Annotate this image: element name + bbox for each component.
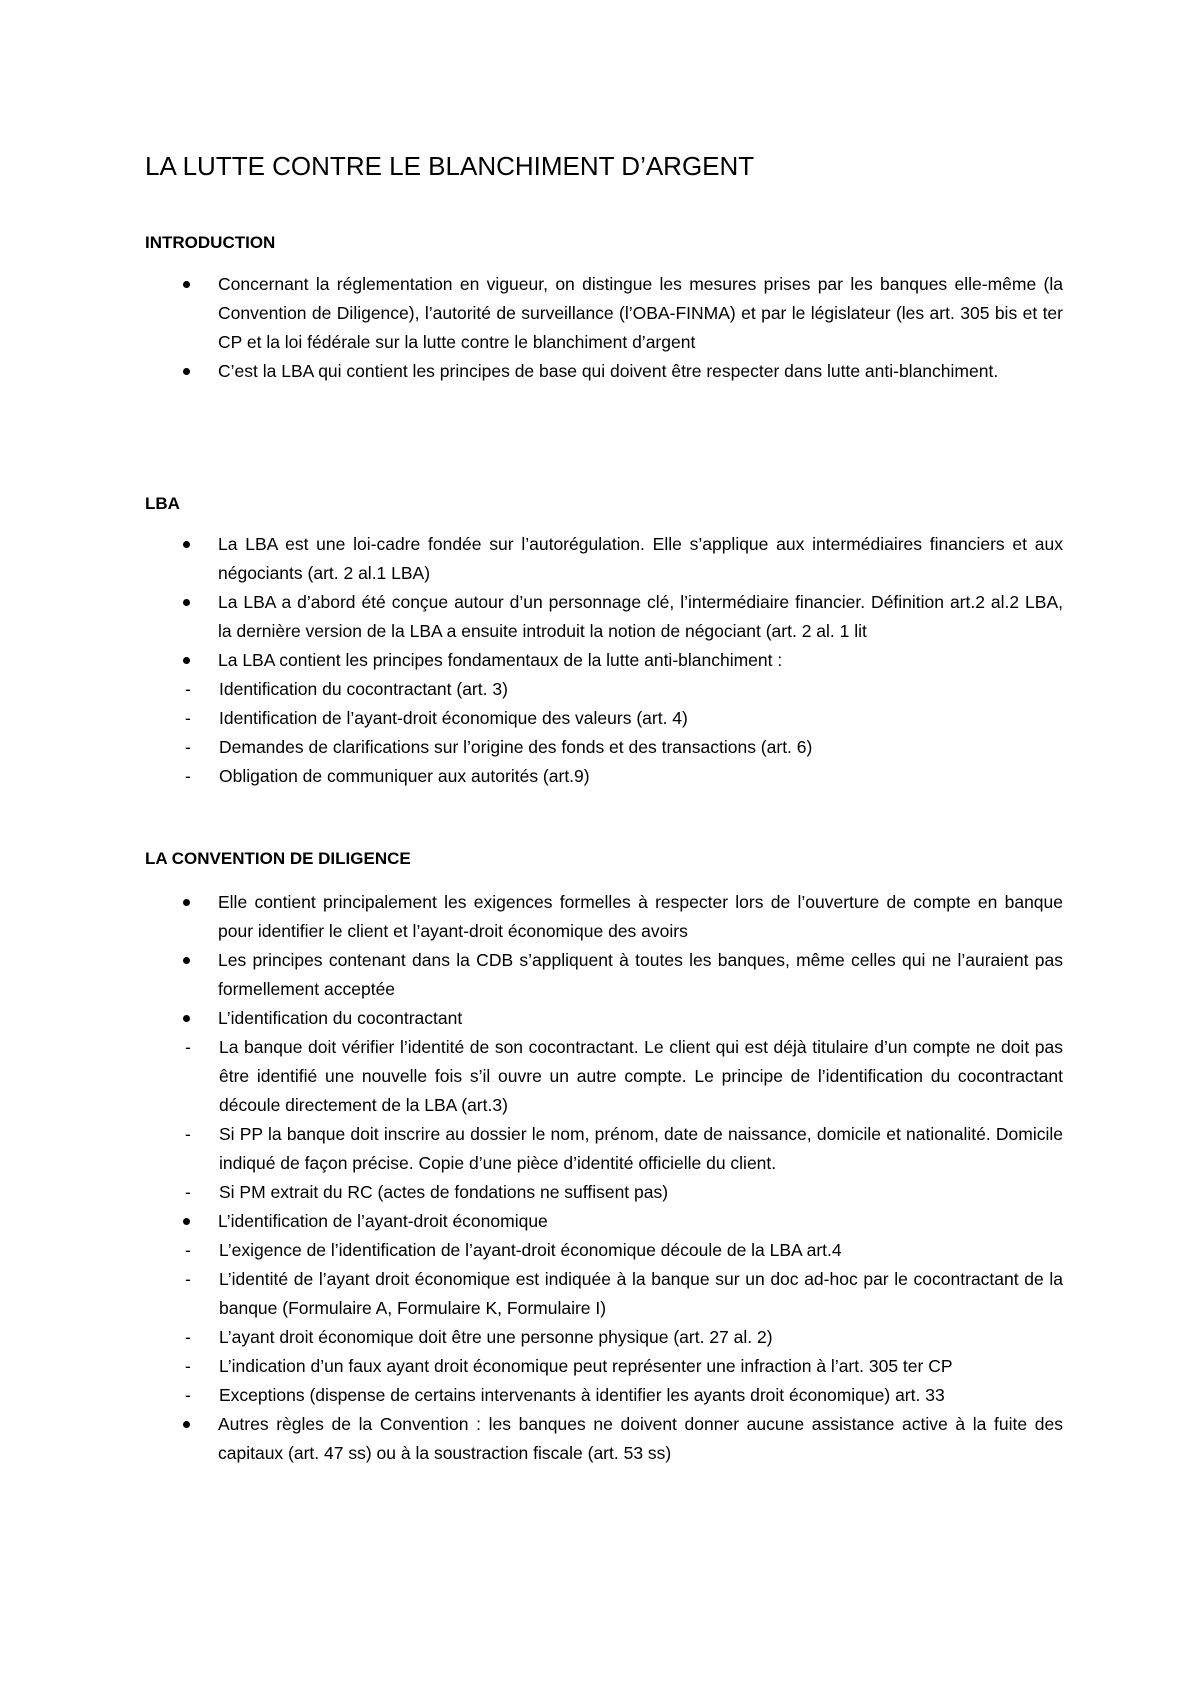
sub-list-item: - Identification du cocontractant (art. 3) — [112, 675, 1063, 704]
sub-list-item: - Si PP la banque doit inscrire au dossier le nom, prénom, date de naissance, domicile et nationalité. Domicile indiqué de façon précise. Copie d’une pièce d’identité officielle du client. — [112, 1120, 1063, 1178]
bullet-icon — [183, 899, 190, 906]
section-heading-convention: LA CONVENTION DE DILIGENCE — [145, 849, 411, 868]
dash-marker: - — [185, 737, 191, 757]
list-item: L’identification de l’ayant-droit économique — [145, 1207, 1063, 1236]
list-item: La LBA a d’abord été conçue autour d’un personnage clé, l’intermédiaire financier. Définition art.2 al.2 LBA, la dernière version de la LBA a ensuite introduit la notion de négociant (art. 2 al. 1 lit — [145, 588, 1063, 646]
sub-list-item: - Si PM extrait du RC (actes de fondations ne suffisent pas) — [112, 1178, 1063, 1207]
bullet-icon — [183, 1218, 190, 1225]
bullet-icon — [183, 957, 190, 964]
list-item: L’identification du cocontractant — [145, 1004, 1063, 1033]
list-item: Concernant la réglementation en vigueur, on distingue les mesures prises par les banques elle-même (la Convention de Diligence), l’autorité de surveillance (l’OBA-FINMA) et par le législateur (les art. 305 bis et ter CP et la loi fédérale sur la lutte contre le blanchiment d’argent — [145, 270, 1063, 357]
dash-marker: - — [185, 1124, 191, 1144]
sub-list-item: - L’indication d’un faux ayant droit économique peut représenter une infraction à l’art. 305 ter CP — [112, 1352, 1063, 1381]
section-heading-introduction: INTRODUCTION — [145, 233, 276, 252]
sub-list-item: - L’identité de l’ayant droit économique est indiquée à la banque sur un doc ad-hoc par le cocontractant de la banque (Formulaire A, Formulaire K, Formulaire I) — [112, 1265, 1063, 1323]
sub-list-item: - L’ayant droit économique doit être une personne physique (art. 27 al. 2) — [112, 1323, 1063, 1352]
sub-list-item: - La banque doit vérifier l’identité de son cocontractant. Le client qui est déjà titulaire d’un compte ne doit pas être identifié une nouvelle fois s’il ouvre un autre compte. Le principe de l’identification du cocontractant découle directement de la LBA (art.3) — [112, 1033, 1063, 1120]
sub-list-item: - L’exigence de l’identification de l’ayant-droit économique découle de la LBA art.4 — [112, 1236, 1063, 1265]
sub-list-item: - Identification de l’ayant-droit économique des valeurs (art. 4) — [112, 704, 1063, 733]
list-item: La LBA contient les principes fondamentaux de la lutte anti-blanchiment : — [145, 646, 1063, 675]
dash-marker: - — [185, 1182, 191, 1202]
dash-marker: - — [185, 1327, 191, 1347]
list-item: La LBA est une loi-cadre fondée sur l’autorégulation. Elle s’applique aux intermédiaires financiers et aux négociants (art. 2 al.1 LBA) — [145, 530, 1063, 588]
section-heading-lba: LBA — [145, 494, 180, 513]
dash-marker: - — [185, 1356, 191, 1376]
document-title: LA LUTTE CONTRE LE BLANCHIMENT D’ARGENT — [145, 151, 755, 181]
list-item: Autres règles de la Convention : les banques ne doivent donner aucune assistance active à la fuite des capitaux (art. 47 ss) ou à la soustraction fiscale (art. 53 ss) — [145, 1410, 1063, 1468]
dash-marker: - — [185, 1269, 191, 1289]
bullet-icon — [183, 281, 190, 288]
bullet-icon — [183, 368, 190, 375]
dash-marker: - — [185, 708, 191, 728]
list-item: C’est la LBA qui contient les principes de base qui doivent être respecter dans lutte anti-blanchiment. — [145, 357, 1063, 386]
sub-list-item: - Exceptions (dispense de certains intervenants à identifier les ayants droit économique) art. 33 — [112, 1381, 1063, 1410]
list-item: Elle contient principalement les exigences formelles à respecter lors de l’ouverture de compte en banque pour identifier le client et l’ayant-droit économique des avoirs — [145, 888, 1063, 946]
bullet-icon — [183, 599, 190, 606]
dash-marker: - — [185, 679, 191, 699]
dash-marker: - — [185, 1240, 191, 1260]
list-item: Les principes contenant dans la CDB s’appliquent à toutes les banques, même celles qui ne l’auraient pas formellement acceptée — [145, 946, 1063, 1004]
dash-marker: - — [185, 766, 191, 786]
convention-list — [145, 888, 1063, 1468]
dash-marker: - — [185, 1037, 191, 1057]
sub-list-item: - Obligation de communiquer aux autorités (art.9) — [112, 762, 1063, 791]
bullet-icon — [183, 1421, 190, 1428]
bullet-icon — [183, 1015, 190, 1022]
lba-list — [145, 530, 1063, 791]
bullet-icon — [183, 541, 190, 548]
introduction-list — [145, 270, 1063, 386]
dash-marker: - — [185, 1385, 191, 1405]
sub-list-item: - Demandes de clarifications sur l’origine des fonds et des transactions (art. 6) — [112, 733, 1063, 762]
bullet-icon — [183, 657, 190, 664]
